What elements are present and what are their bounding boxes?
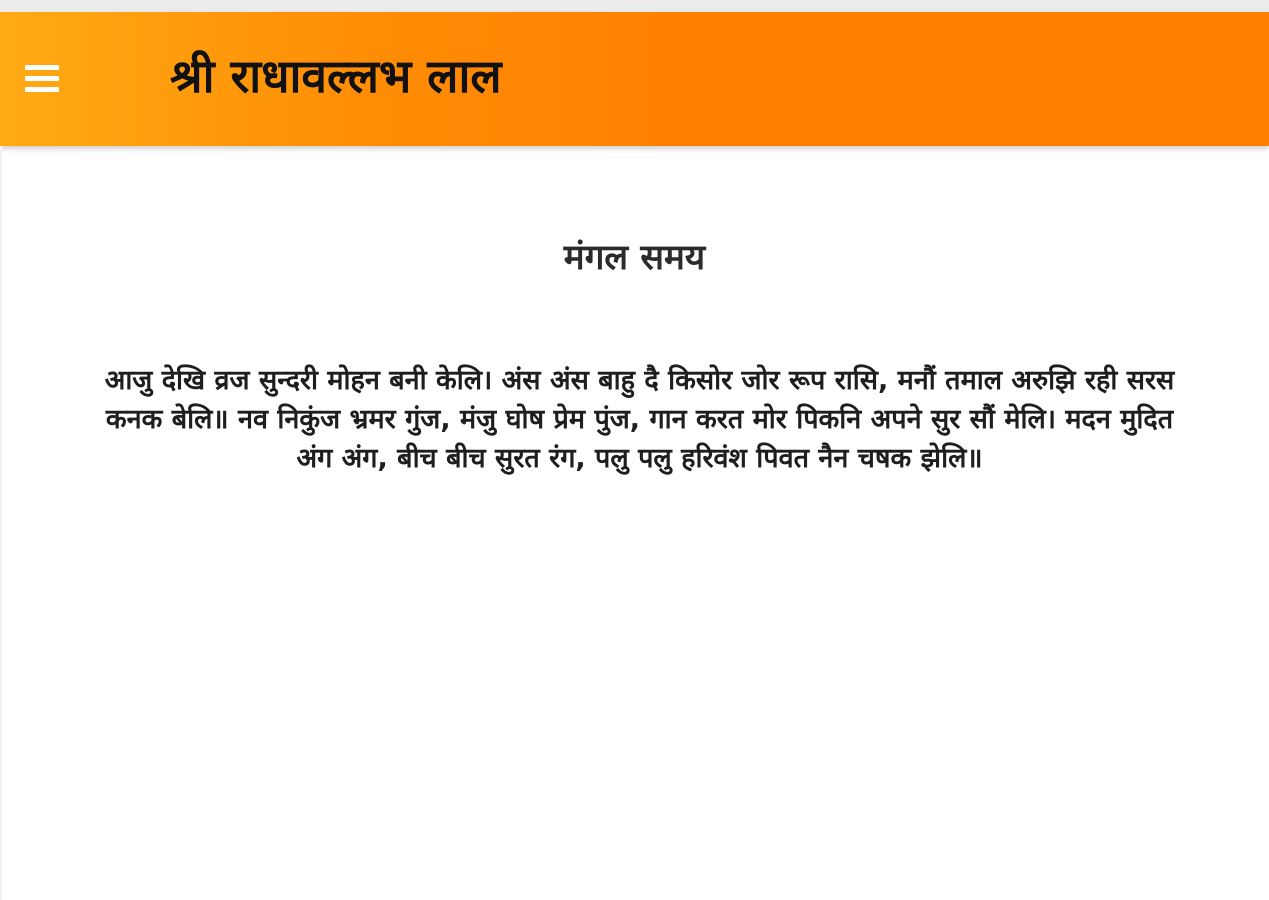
app-title: श्री राधावल्लभ लाल [170,49,502,103]
menu-bar-line [25,87,59,92]
menu-bar-line [25,65,59,70]
content-area [0,146,1269,900]
status-strip [0,0,1269,12]
section-title: मंगल समय [563,238,706,278]
verse-text: आजु देखि व्रज सुन्दरी मोहन बनी केलि। अंस अंस बाहु दै किसोर जोर रूप रासि, मनौं तमाल अरुझि रही सरस कनक बेलि॥ नव निकुंज भ्रमर गुंज, मंजु घोष प्रेम पुंज, गान करत मोर पिकनि अपने सुर सौं मेलि। मदन मुदित अंग अंग, बीच बीच सुरत रंग, पलु पलु हरिवंश पिवत नैन चषक झेलि॥ [104,365,1175,474]
menu-bar-line [25,76,59,81]
hamburger-menu-icon[interactable] [18,56,66,100]
app-bar [0,12,1269,146]
